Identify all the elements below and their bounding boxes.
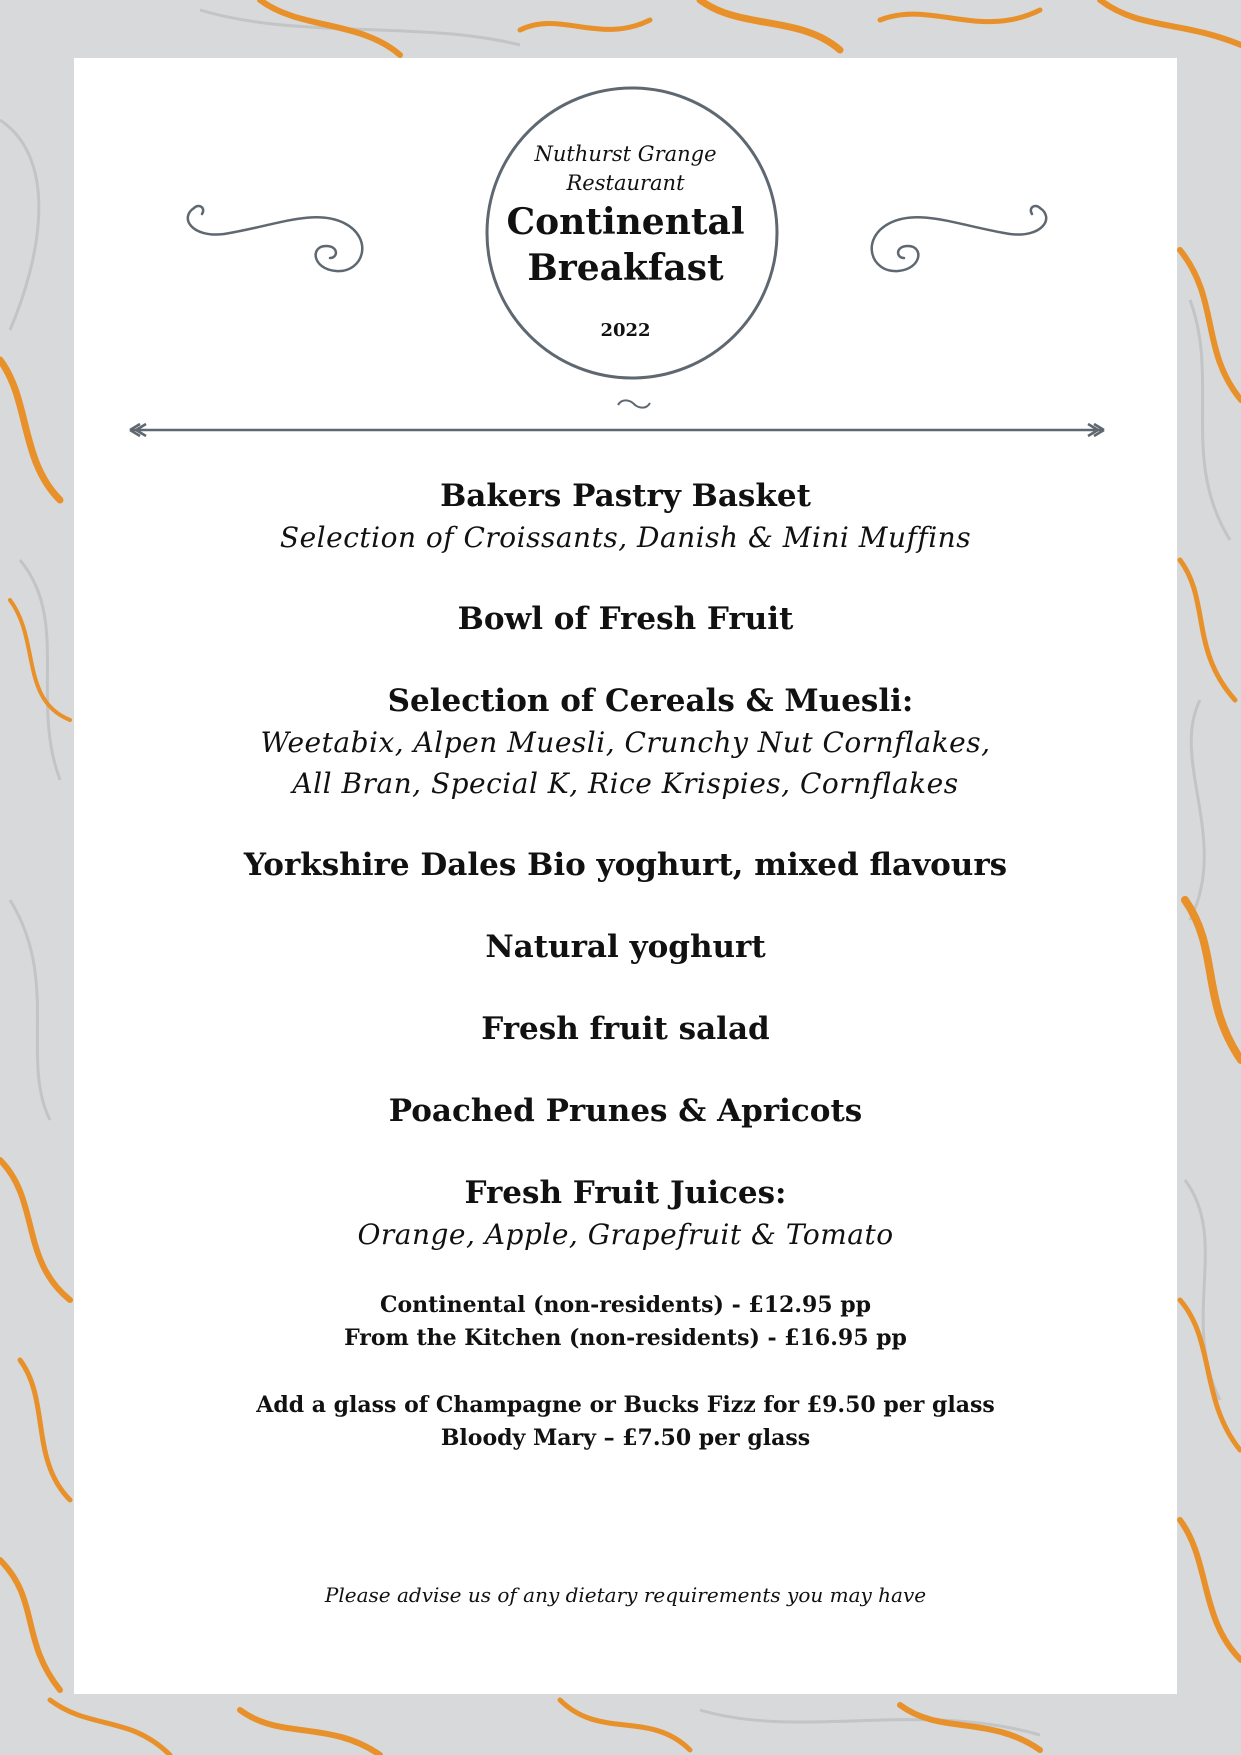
restaurant-name: Nuthurst Grange Restaurant [534, 142, 717, 195]
price-kitchen: From the Kitchen (non-residents) - £16.95 pp [344, 1325, 907, 1351]
drink-champagne: Add a glass of Champagne or Bucks Fizz for £9.50 per glass [256, 1392, 995, 1418]
price-continental: Continental (non-residents) - £12.95 pp [379, 1292, 872, 1318]
item-cereals-desc-1: Weetabix, Alpen Muesli, Crunchy Nut Cornflakes, [260, 726, 991, 759]
item-bio-yoghurt-title: Yorkshire Dales Bio yoghurt, mixed flavours [243, 847, 1008, 883]
menu-title: Continental Breakfast [506, 201, 745, 289]
item-cereals-desc-2: All Bran, Special K, Rice Krispies, Cornflakes [292, 767, 959, 800]
item-juices-desc: Orange, Apple, Grapefruit & Tomato [357, 1218, 894, 1251]
dietary-note: Please advise us of any dietary requirements you may have [324, 1583, 927, 1607]
item-juices-title: Fresh Fruit Juices: [464, 1175, 787, 1211]
menu-items [74, 475, 1177, 1455]
item-cereals-title: Selection of Cereals & Muesli: [387, 683, 914, 719]
menu-year: 2022 [600, 320, 651, 341]
item-pastry-desc: Selection of Croissants, Danish & Mini Muffins [279, 521, 972, 554]
menu-card [74, 58, 1177, 1694]
item-pastry-title: Bakers Pastry Basket [440, 478, 811, 514]
item-natural-yoghurt-title: Natural yoghurt [485, 929, 766, 965]
divider-arrow-icon [130, 424, 1104, 436]
item-fruit-bowl-title: Bowl of Fresh Fruit [457, 601, 794, 637]
item-fruit-salad-title: Fresh fruit salad [481, 1011, 770, 1047]
item-prunes-title: Poached Prunes & Apricots [388, 1093, 863, 1129]
drink-bloody-mary: Bloody Mary – £7.50 per glass [440, 1425, 811, 1451]
swirl-icon [618, 400, 650, 407]
